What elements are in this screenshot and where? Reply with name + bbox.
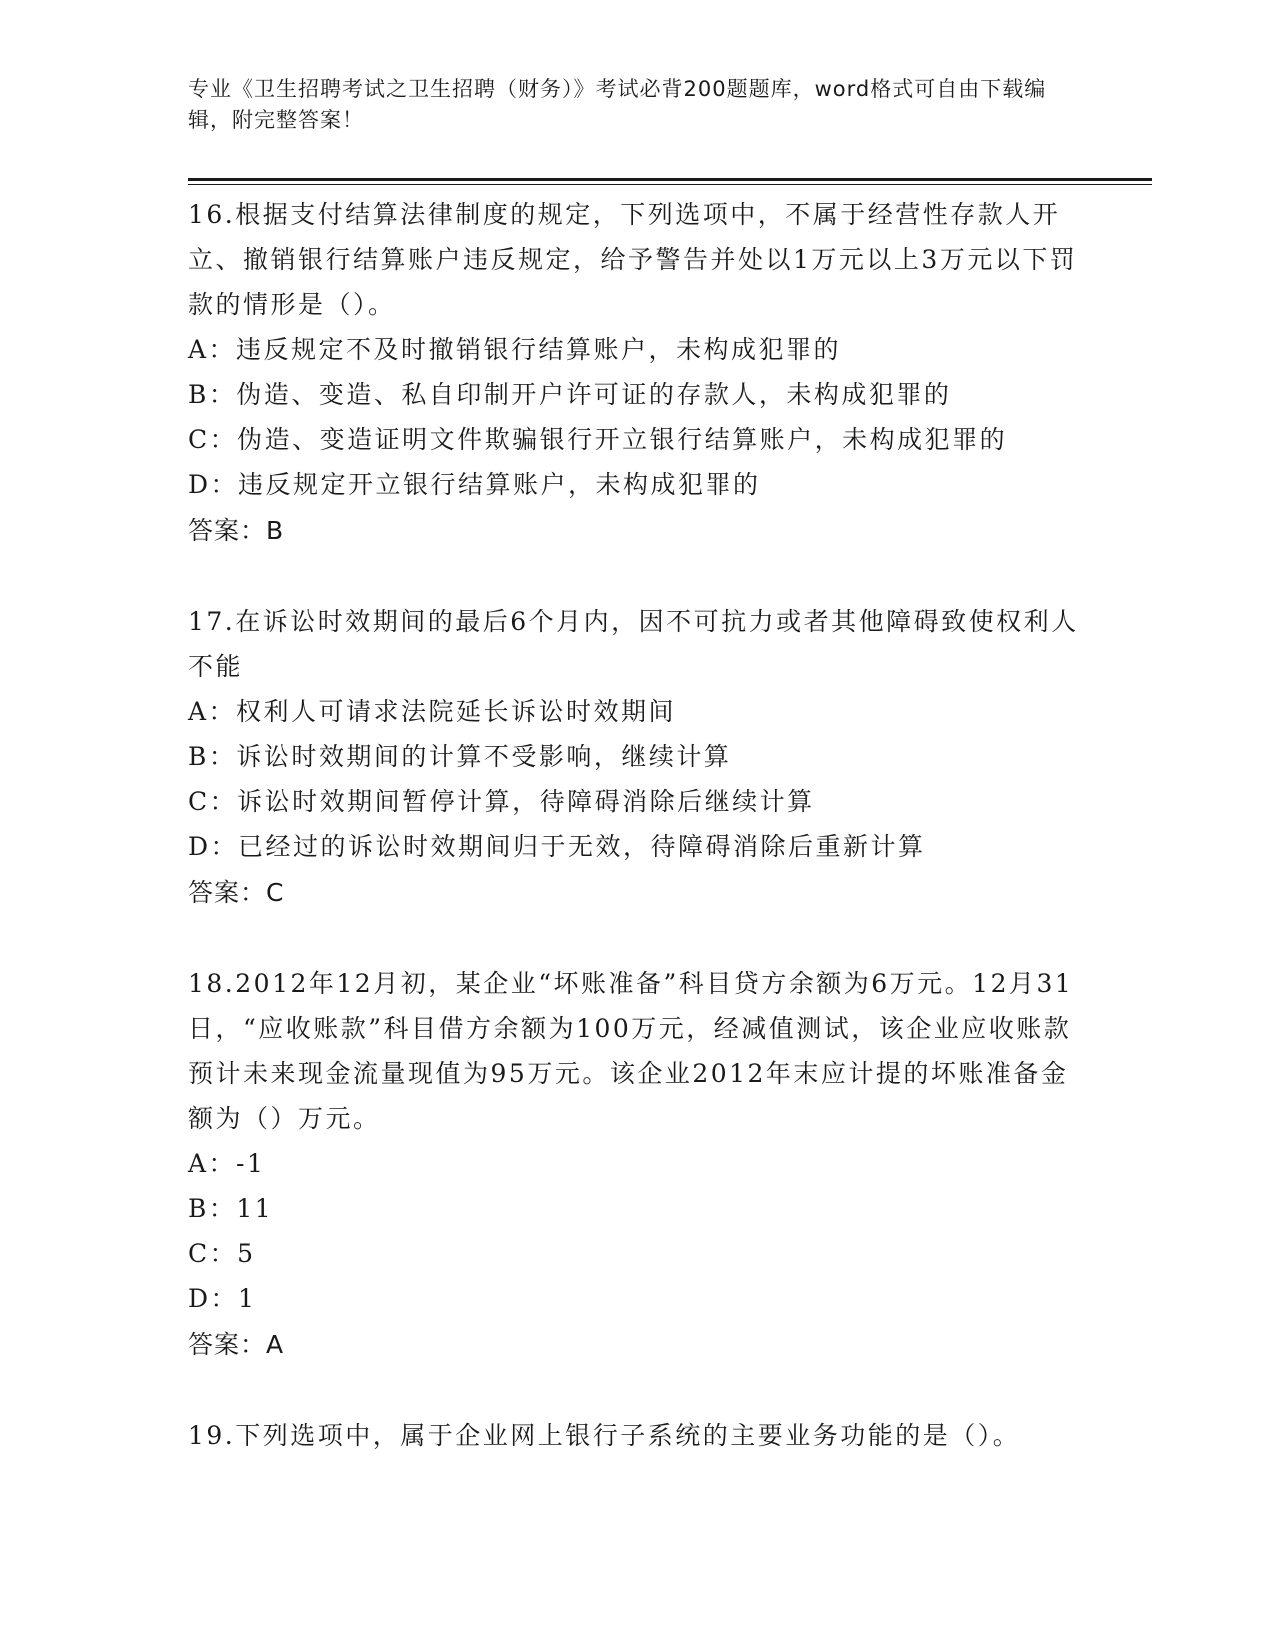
- option-a: A：-1: [188, 1149, 266, 1178]
- option-c: C：诉讼时效期间暂停计算，待障碍消除后继续计算: [188, 787, 815, 816]
- question-stem: 18.2012年12月初，某企业“坏账准备”科目贷方余额为6万元。12月31日，“应收账款”科目借方余额为100万元，经减值测试，该企业应收账款预计未来现金流量现值为95万元。该企业2012年末应计提的坏账准备金额为（）万元。: [188, 969, 1074, 1133]
- option-c: C：5: [188, 1239, 256, 1268]
- document-header: 专业《卫生招聘考试之卫生招聘（财务）》考试必背200题题库，word格式可自由下载编辑，附完整答案！: [188, 77, 1047, 132]
- question-stem: 19.下列选项中，属于企业网上银行子系统的主要业务功能的是（）。: [188, 1421, 1021, 1450]
- header-divider-thick: [188, 178, 1152, 181]
- question-16: [188, 192, 1088, 554]
- question-stem: 16.根据支付结算法律制度的规定，下列选项中，不属于经营性存款人开立、撤销银行结算账户违反规定，给予警告并处以1万元以上3万元以下罚款的情形是（）。: [188, 200, 1078, 319]
- header-divider-thin: [188, 184, 1152, 185]
- option-b: B：11: [188, 1194, 274, 1223]
- option-b: B：伪造、变造、私自印制开户许可证的存款人，未构成犯罪的: [188, 380, 952, 409]
- option-d: D：已经过的诉讼时效期间归于无效，待障碍消除后重新计算: [188, 832, 926, 861]
- option-d: D：违反规定开立银行结算账户，未构成犯罪的: [188, 470, 761, 499]
- question-19: [188, 1413, 1088, 1458]
- question-17: [188, 599, 1088, 916]
- option-a: A：违反规定不及时撤销银行结算账户，未构成犯罪的: [188, 335, 842, 364]
- option-d: D：1: [188, 1284, 257, 1313]
- answer: 答案：C: [188, 878, 285, 907]
- question-list: [188, 192, 1088, 1503]
- option-c: C：伪造、变造证明文件欺骗银行开立银行结算账户，未构成犯罪的: [188, 425, 1008, 454]
- option-b: B：诉讼时效期间的计算不受影响，继续计算: [188, 742, 732, 771]
- question-stem: 17.在诉讼时效期间的最后6个月内，因不可抗力或者其他障碍致使权利人不能: [188, 607, 1079, 681]
- option-a: A：权利人可请求法院延长诉讼时效期间: [188, 697, 677, 726]
- answer: 答案：A: [188, 1330, 285, 1359]
- question-18: [188, 961, 1088, 1368]
- answer: 答案：B: [188, 516, 285, 545]
